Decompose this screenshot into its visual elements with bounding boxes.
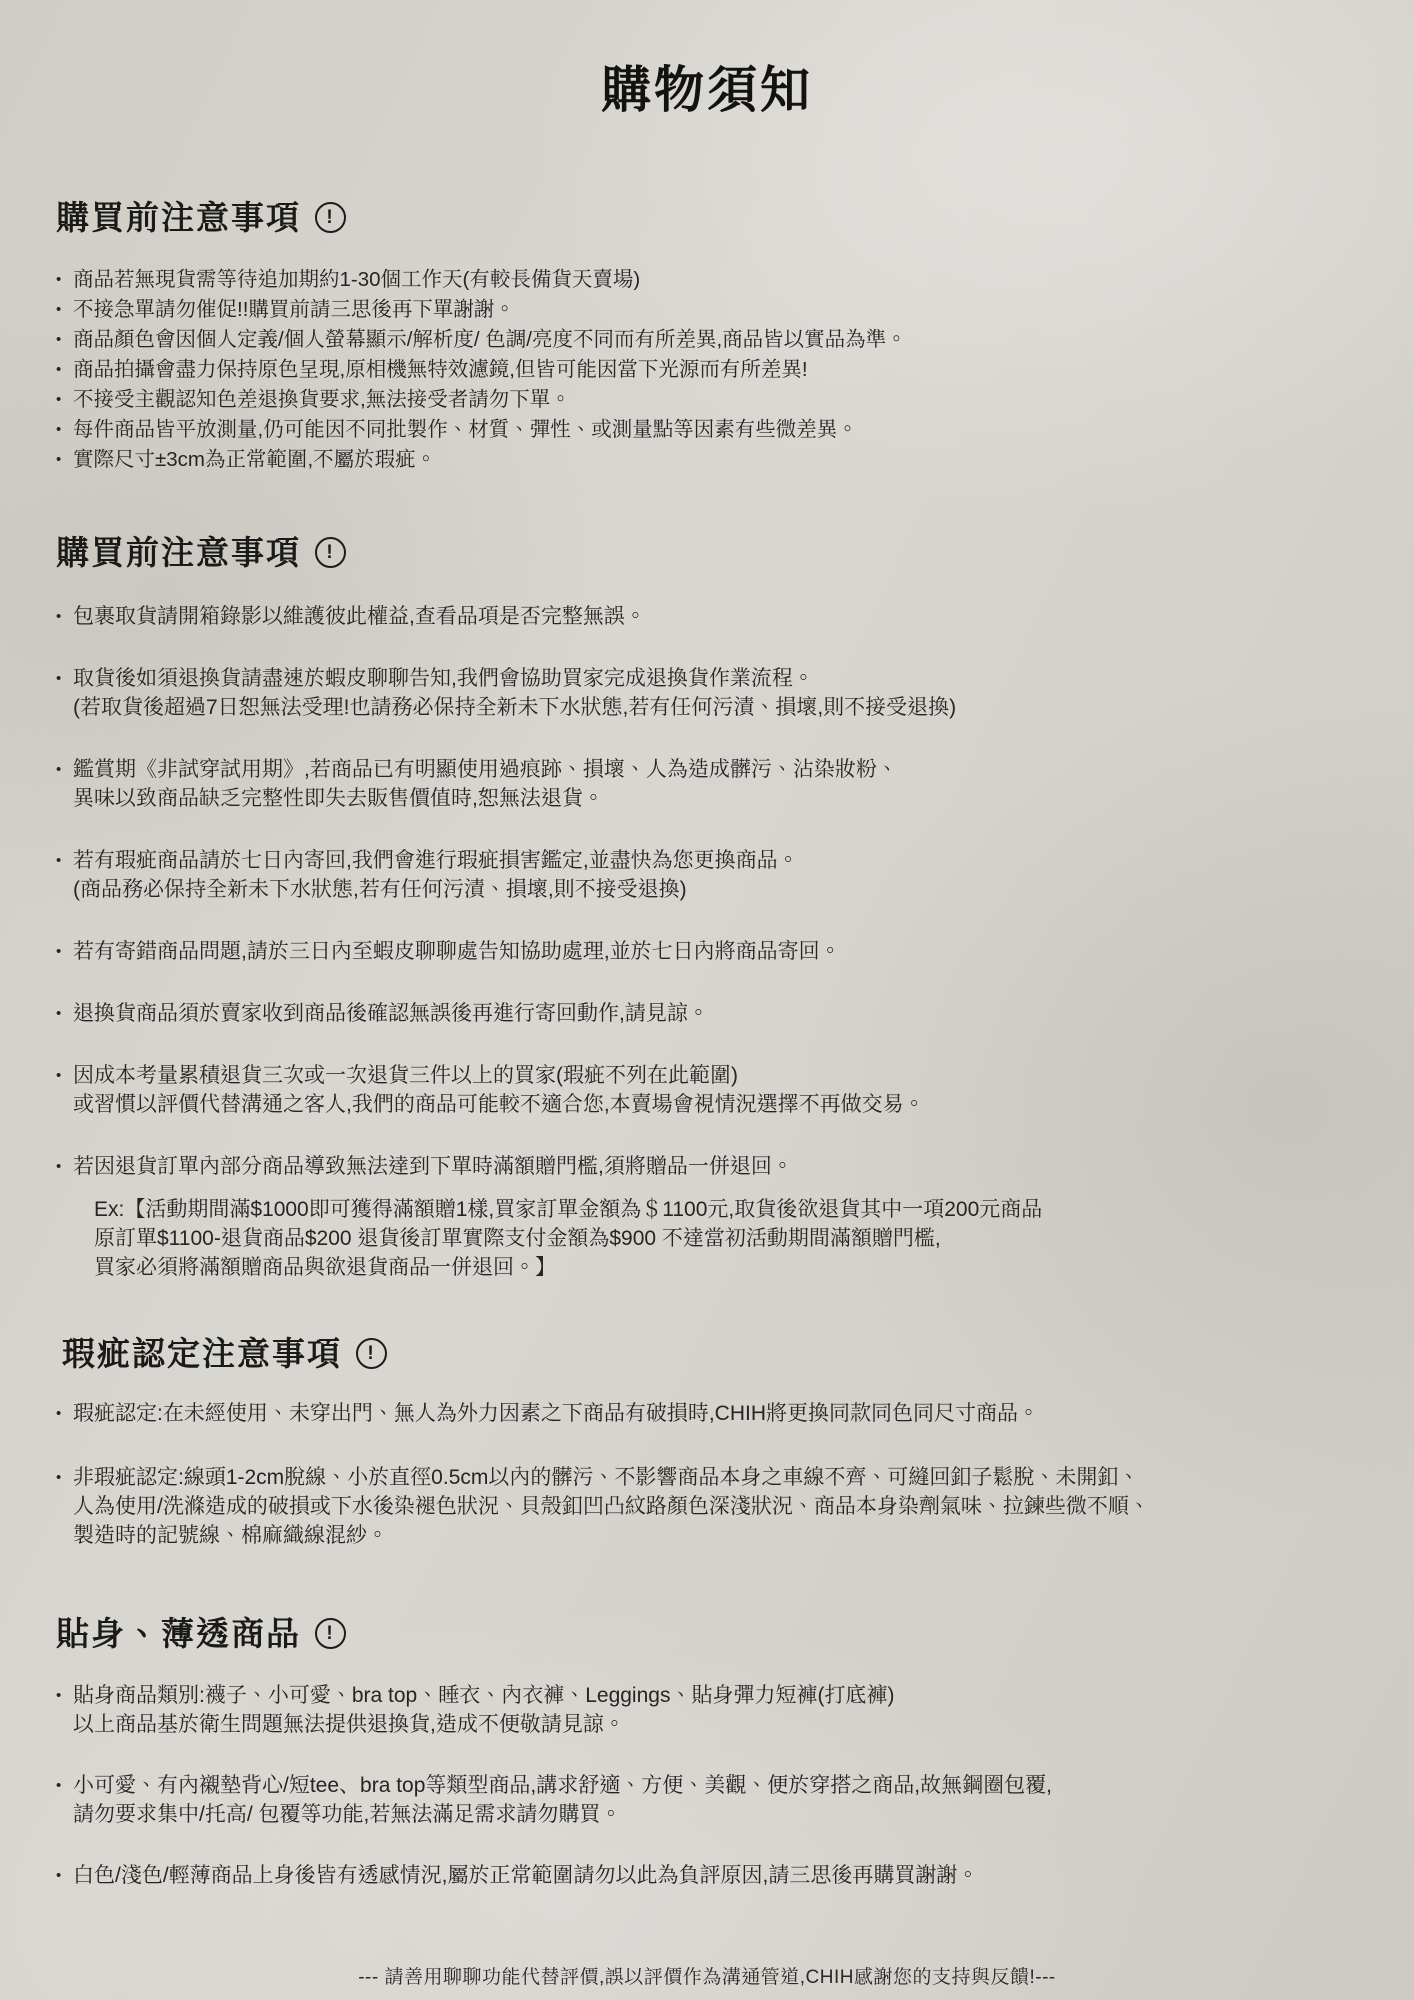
- item-text: 不接受主觀認知色差退換貨要求,無法接受者請勿下單。: [73, 388, 571, 411]
- list-item: [56, 937, 1358, 966]
- item-text: 若有瑕疵商品請於七日內寄回,我們會進行瑕疵損害鑑定,並盡快為您更換商品。: [73, 849, 799, 872]
- item-text: 鑑賞期《非試穿試用期》,若商品已有明顯使用過痕跡、損壞、人為造成髒污、沾染妝粉、: [73, 758, 898, 781]
- bullet-dot: •: [56, 1405, 62, 1422]
- section-heading-text: 貼身、薄透商品: [56, 1615, 301, 1652]
- section-heading-intimate-sheer: [56, 1608, 1358, 1655]
- bullet-dot: •: [56, 421, 62, 438]
- section-heading-text: 瑕疵認定注意事項: [62, 1335, 342, 1372]
- bullet-dot: •: [56, 761, 62, 778]
- list-item: [56, 602, 1358, 631]
- bullet-dot: •: [56, 608, 62, 625]
- example-line: Ex:【活動期間滿$1000即可獲得滿額贈1樣,買家訂單金額為＄1100元,取貨後欲退貨其中一項200元商品: [94, 1198, 1043, 1221]
- list-item: [56, 1771, 1358, 1829]
- bullet-dot: •: [56, 301, 62, 318]
- item-text-continued: 異味以致商品缺乏完整性即失去販售價值時,恕無法退貨。: [73, 787, 604, 810]
- bullet-dot: •: [56, 331, 62, 348]
- list-item: [56, 265, 1358, 295]
- list-item: [56, 664, 1358, 722]
- list-item: [56, 445, 1358, 475]
- list-item: [56, 999, 1358, 1028]
- section-list: [56, 265, 1358, 475]
- bullet-dot: •: [56, 271, 62, 288]
- section-list: [56, 1399, 1358, 1550]
- example-block: [56, 1195, 1358, 1282]
- item-text-continued: 人為使用/洗滌造成的破損或下水後染褪色狀況、貝殼釦凹凸紋路顏色深淺狀況、商品本身染劑氣味、拉鍊些微不順、: [73, 1495, 1150, 1518]
- item-text-continued: 或習慣以評價代替溝通之客人,我們的商品可能較不適合您,本賣場會視情況選擇不再做交易。: [73, 1093, 925, 1116]
- example-line: 買家必須將滿額贈商品與欲退貨商品一併退回。】: [94, 1256, 556, 1279]
- item-text: 小可愛、有內襯墊背心/短tee、bra top等類型商品,講求舒適、方便、美觀、便於穿搭之商品,故無鋼圈包覆,: [73, 1774, 1052, 1797]
- bullet-dot: •: [56, 1777, 62, 1794]
- list-item: [56, 355, 1358, 385]
- item-text: 商品顏色會因個人定義/個人螢幕顯示/解析度/ 色調/亮度不同而有所差異,商品皆以實品為準。: [73, 328, 907, 351]
- item-text: 白色/淺色/輕薄商品上身後皆有透感情況,屬於正常範圍請勿以此為負評原因,請三思後再購買謝謝。: [73, 1864, 979, 1887]
- item-text: 不接急單請勿催促!!購買前請三思後再下單謝謝。: [73, 298, 515, 321]
- list-item: [56, 325, 1358, 355]
- list-item: [56, 846, 1358, 904]
- bullet-dot: •: [56, 361, 62, 378]
- item-text: 取貨後如須退換貨請盡速於蝦皮聊聊告知,我們會協助買家完成退換貨作業流程。: [73, 667, 814, 690]
- bullet-dot: •: [56, 670, 62, 687]
- section-list: [56, 602, 1358, 1282]
- list-item: [56, 1861, 1358, 1890]
- item-text: 非瑕疵認定:線頭1-2cm脫線、小於直徑0.5cm以內的髒污、不影響商品本身之車線不齊、可縫回釦子鬆脫、未開釦、: [73, 1466, 1140, 1489]
- footer-note: --- 請善用聊聊功能代替評價,誤以評價作為溝通管道,CHIH感謝您的支持與反饋!---: [358, 1967, 1056, 1988]
- item-text: 包裹取貨請開箱錄影以維護彼此權益,查看品項是否完整無誤。: [73, 605, 646, 628]
- list-item: [56, 1463, 1358, 1550]
- item-text: 每件商品皆平放測量,仍可能因不同批製作、材質、彈性、或測量點等因素有些微差異。: [73, 418, 858, 441]
- item-text-continued: 製造時的記號線、棉麻織線混紗。: [73, 1524, 388, 1547]
- bullet-dot: •: [56, 1469, 62, 1486]
- item-text: 若因退貨訂單內部分商品導致無法達到下單時滿額贈門檻,須將贈品一併退回。: [73, 1155, 793, 1178]
- list-item: [56, 385, 1358, 415]
- item-text: 若有寄錯商品問題,請於三日內至蝦皮聊聊處告知協助處理,並於七日內將商品寄回。: [73, 940, 841, 963]
- bullet-dot: •: [56, 1867, 62, 1884]
- bullet-dot: •: [56, 1158, 62, 1175]
- list-item: [56, 1061, 1358, 1119]
- item-text-continued: (若取貨後超過7日恕無法受理!也請務必保持全新未下水狀態,若有任何污漬、損壞,則不接受退換): [73, 696, 957, 719]
- alert-circle-icon: !: [356, 1338, 387, 1369]
- list-item: [56, 755, 1358, 813]
- alert-circle-icon: !: [315, 537, 346, 568]
- item-text: 實際尺寸±3cm為正常範圍,不屬於瑕疵。: [73, 448, 437, 471]
- bullet-dot: •: [56, 451, 62, 468]
- list-item: [56, 1681, 1358, 1739]
- list-item: [56, 1399, 1358, 1428]
- bullet-dot: •: [56, 943, 62, 960]
- item-text: 商品拍攝會盡力保持原色呈現,原相機無特效濾鏡,但皆可能因當下光源而有所差異!: [73, 358, 808, 381]
- item-text-continued: 以上商品基於衛生問題無法提供退換貨,造成不便敬請見諒。: [73, 1713, 625, 1736]
- alert-circle-icon: !: [315, 202, 346, 233]
- alert-circle-icon: !: [315, 1618, 346, 1649]
- list-item: [56, 415, 1358, 445]
- bullet-dot: •: [56, 391, 62, 408]
- example-line: 原訂單$1100-退貨商品$200 退貨後訂單實際支付金額為$900 不達當初活動期間滿額贈門檻,: [94, 1227, 941, 1250]
- section-heading-pre-purchase-2: [56, 527, 1358, 574]
- item-text-continued: 請勿要求集中/托高/ 包覆等功能,若無法滿足需求請勿購買。: [73, 1803, 622, 1826]
- item-text: 商品若無現貨需等待追加期約1-30個工作天(有較長備貨天賣場): [73, 268, 641, 291]
- section-heading-pre-purchase-1: [56, 192, 1358, 239]
- section-heading-text: 購買前注意事項: [56, 199, 301, 236]
- section-heading-defect-criteria: [56, 1328, 1358, 1375]
- bullet-dot: •: [56, 1687, 62, 1704]
- bullet-dot: •: [56, 852, 62, 869]
- page-title: 購物須知: [601, 62, 813, 118]
- item-text: 瑕疵認定:在未經使用、未穿出門、無人為外力因素之下商品有破損時,CHIH將更換同款同色同尺寸商品。: [73, 1402, 1039, 1425]
- item-text: 退換貨商品須於賣家收到商品後確認無誤後再進行寄回動作,請見諒。: [73, 1002, 709, 1025]
- item-text-continued: (商品務必保持全新未下水狀態,若有任何污漬、損壞,則不接受退換): [73, 878, 687, 901]
- bullet-dot: •: [56, 1067, 62, 1084]
- list-item: [56, 1152, 1358, 1282]
- list-item: [56, 295, 1358, 325]
- item-text: 因成本考量累積退貨三次或一次退貨三件以上的買家(瑕疵不列在此範圍): [73, 1064, 738, 1087]
- bullet-dot: •: [56, 1005, 62, 1022]
- section-list: [56, 1681, 1358, 1890]
- item-text: 貼身商品類別:襪子、小可愛、bra top、睡衣、內衣褲、Leggings、貼身彈力短褲(打底褲): [73, 1684, 895, 1707]
- section-heading-text: 購買前注意事項: [56, 534, 301, 571]
